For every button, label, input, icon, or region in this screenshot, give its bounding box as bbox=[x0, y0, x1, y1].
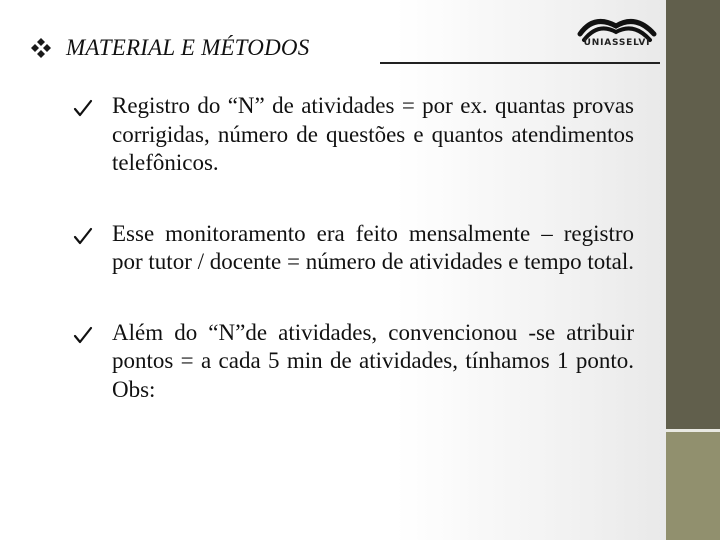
side-band-dark bbox=[666, 0, 720, 432]
checkmark-icon bbox=[72, 225, 94, 247]
list-item-text: Esse monitoramento era feito mensalmente – registro por tutor / docente = número de atividades e tempo total. bbox=[112, 220, 635, 274]
uniasselvi-logo-icon bbox=[574, 8, 660, 56]
page-title: MATERIAL E MÉTODOS bbox=[66, 35, 310, 60]
list-item bbox=[72, 92, 634, 178]
logo-text: UNIASSELVI bbox=[583, 38, 651, 48]
list-item bbox=[72, 319, 634, 405]
list-item bbox=[72, 220, 634, 277]
checkmark-icon bbox=[72, 324, 94, 346]
title-underline bbox=[380, 62, 660, 64]
bullet-list bbox=[72, 92, 634, 446]
list-item-text: Além do “N”de atividades, convencionou -se atribuir pontos = a cada 5 min de atividades, tínhamos 1 ponto. Obs: bbox=[112, 319, 634, 402]
slide-header bbox=[30, 28, 309, 68]
diamond-bullet-icon bbox=[30, 37, 52, 59]
side-band-light bbox=[666, 432, 720, 540]
checkmark-icon bbox=[72, 97, 94, 119]
list-item-text: Registro do “N” de atividades = por ex. quantas provas corrigidas, número de questões e quantos atendimentos telefônicos. bbox=[112, 93, 634, 175]
